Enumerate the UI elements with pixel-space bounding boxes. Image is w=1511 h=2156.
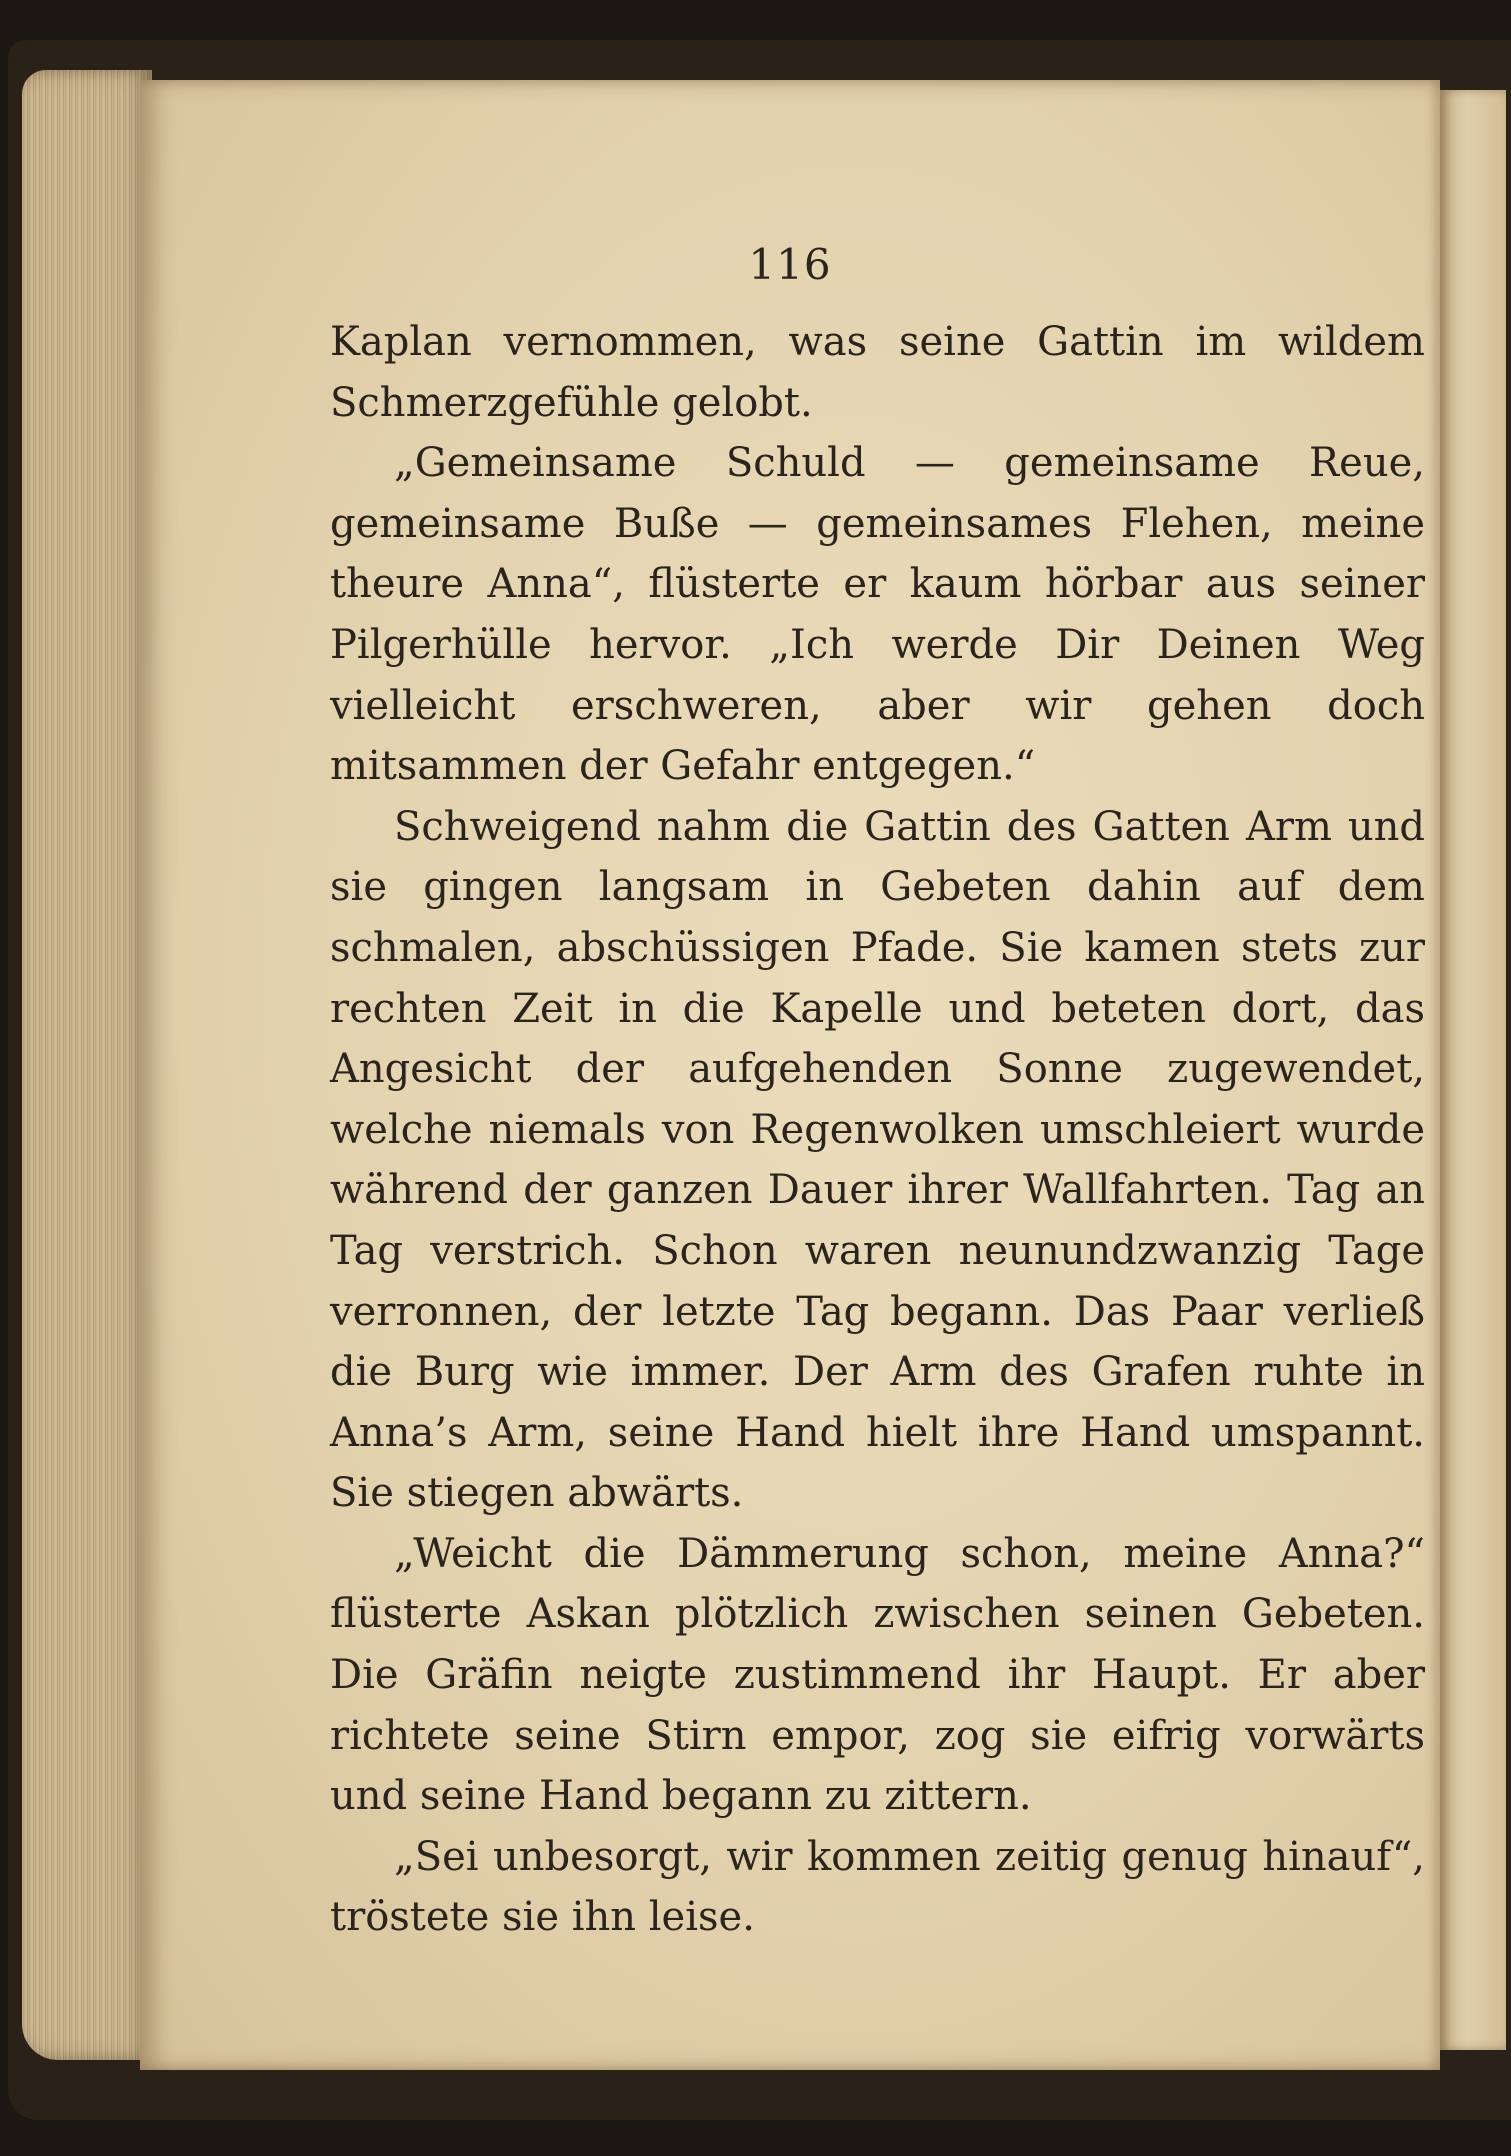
- page-number: 116: [748, 240, 832, 289]
- paragraph-4: „Weicht die Dämmerung schon, meine Anna?“ flüsterte Askan plötzlich zwischen seinen Gebeten. Die Gräfin neigte zustimmend ihr Haupt. Er aber richtete seine Stirn empor, zog sie eifrig vorwärts und seine Hand begann zu zittern.: [330, 1530, 1425, 1820]
- paragraph-3: Schweigend nahm die Gattin des Gatten Arm und sie gingen langsam in Gebeten dahin auf dem schmalen, abschüssigen Pfade. Sie kamen stets zur rechten Zeit in die Kapelle und beteten dort, das Angesicht der aufgehenden Sonne zugewendet, welche niemals von Regenwolken umschleiert wurde während der ganzen Dauer ihrer Wallfahrten. Tag an Tag verstrich. Schon waren neunundzwanzig Tage verronnen, der letzte Tag begann. Das Paar verließ die Burg wie immer. Der Arm des Grafen ruhte in Anna’s Arm, seine Hand hielt ihre Hand umspannt. Sie stiegen abwärts.: [330, 803, 1425, 1517]
- paragraph-2: „Gemeinsame Schuld — gemeinsame Reue, gemeinsame Buße — gemeinsames Flehen, meine theure Anna“, flüsterte er kaum hörbar aus seiner Pilgerhülle hervor. „Ich werde Dir Deinen Weg vielleicht erschweren, aber wir gehen doch mitsammen der Gefahr entgegen.“: [330, 440, 1425, 790]
- page-edges: [22, 70, 152, 2060]
- page-text: [330, 312, 1425, 1948]
- book-page: [140, 80, 1440, 2070]
- paragraph-5: „Sei unbesorgt, wir kommen zeitig genug hinauf“, tröstete sie ihn leise.: [330, 1833, 1425, 1941]
- facing-page-edge: [1440, 90, 1506, 2050]
- paragraph-1: Kaplan vernommen, was seine Gattin im wildem Schmerzgefühle gelobt.: [330, 319, 1425, 426]
